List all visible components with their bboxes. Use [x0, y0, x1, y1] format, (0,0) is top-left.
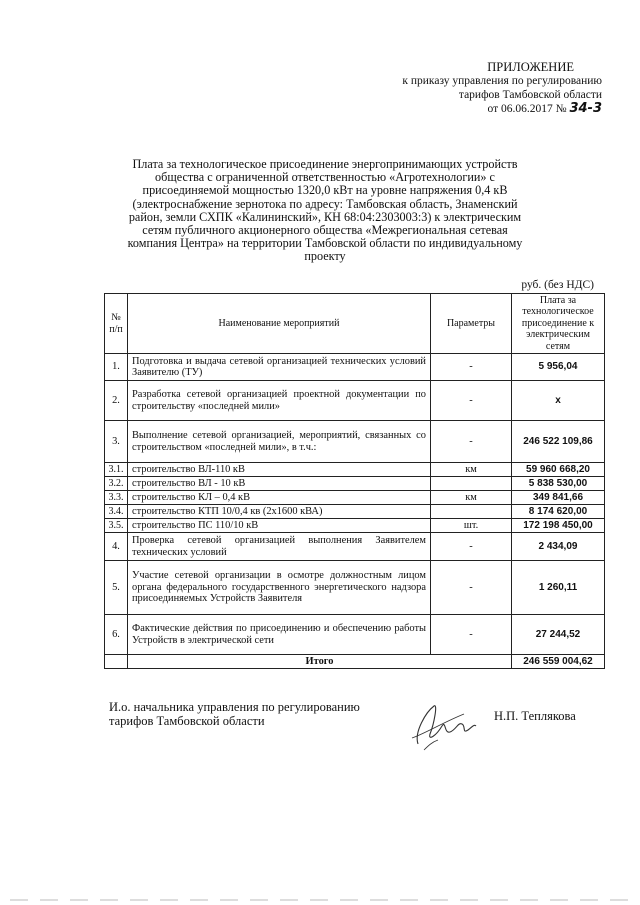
footer-line-1: И.о. начальника управления по регулированию: [109, 700, 360, 714]
document-title: [110, 158, 540, 264]
appendix-title: ПРИЛОЖЕНИЕ: [487, 60, 574, 74]
row-num: 1.: [105, 354, 128, 381]
signer-name: Н.П. Теплякова: [494, 709, 576, 723]
header-line-1: к приказу управления по регулированию: [402, 75, 602, 87]
row-num: 5.: [105, 561, 128, 615]
row-param: -: [431, 354, 512, 381]
row-name: Фактические действия по присоединению и обеспечению работы Устройств в электрической сети: [128, 615, 431, 655]
table-row: [105, 354, 605, 381]
total-label: Итого: [128, 655, 512, 669]
row-num: 4.: [105, 533, 128, 561]
title-line: проекту: [304, 249, 346, 264]
row-param: -: [431, 421, 512, 463]
row-num: 3.1.: [105, 463, 128, 477]
row-param: -: [431, 615, 512, 655]
row-name: Разработка сетевой организацией проектной документации по строительству «последней мили»: [128, 381, 431, 421]
table-row: [105, 519, 605, 533]
row-name: Подготовка и выдача сетевой организацией технических условий Заявителю (ТУ): [128, 354, 431, 381]
header-block: [302, 60, 602, 116]
fee-table: [104, 293, 605, 669]
row-value: 5 956,04: [512, 354, 605, 381]
row-value: 246 522 109,86: [512, 421, 605, 463]
footer-line-2: тарифов Тамбовской области: [109, 714, 265, 728]
header-date: от 06.06.2017 №: [487, 103, 567, 115]
table-row: [105, 421, 605, 463]
total-value: 246 559 004,62: [512, 655, 605, 669]
row-value: 27 244,52: [512, 615, 605, 655]
row-name: Выполнение сетевой организацией, мероприятий, связанных со строительством «последней мили», в т.ч.:: [128, 421, 431, 463]
row-param: [431, 505, 512, 519]
footer-block: [109, 700, 360, 728]
row-name: строительство КТП 10/0,4 кв (2х1600 кВА): [128, 505, 431, 519]
header-num: № п/п: [105, 294, 128, 354]
table-row: [105, 615, 605, 655]
title-line: компания Центра» на территории Тамбовской области по индивидуальному: [127, 236, 523, 251]
table-row: [105, 477, 605, 491]
title-line: сетям публичного акционерного общества «Межрегиональная сетевая: [142, 223, 508, 238]
row-param: км: [431, 463, 512, 477]
table-row: [105, 381, 605, 421]
row-param: [431, 477, 512, 491]
row-value: x: [512, 381, 605, 421]
row-param: км: [431, 491, 512, 505]
header-date-line: [302, 102, 602, 116]
table-row: [105, 561, 605, 615]
title-line: общества с ограниченной ответственностью «Агротехнологии» с: [155, 170, 495, 185]
title-line: Плата за технологическое присоединение энергопринимающих устройств: [132, 157, 518, 171]
row-value: 1 260,11: [512, 561, 605, 615]
header-name: Наименование мероприятий: [128, 294, 431, 354]
row-num: 3.2.: [105, 477, 128, 491]
row-param: -: [431, 533, 512, 561]
row-value: 59 960 668,20: [512, 463, 605, 477]
row-value: 172 198 450,00: [512, 519, 605, 533]
title-line: присоединяемой мощностью 1320,0 кВт на уровне напряжения 0,4 кВ: [142, 183, 508, 198]
total-empty-cell: [105, 655, 128, 669]
table-row: [105, 491, 605, 505]
signature-image: [404, 694, 482, 754]
row-name: Проверка сетевой организацией выполнения Заявителем технических условий: [128, 533, 431, 561]
table-row: [105, 505, 605, 519]
row-num: 6.: [105, 615, 128, 655]
row-param: шт.: [431, 519, 512, 533]
total-row: [105, 655, 605, 669]
row-value: 2 434,09: [512, 533, 605, 561]
row-param: -: [431, 561, 512, 615]
row-value: 8 174 620,00: [512, 505, 605, 519]
row-num: 3.: [105, 421, 128, 463]
row-value: 5 838 530,00: [512, 477, 605, 491]
row-num: 3.3.: [105, 491, 128, 505]
header-params: Параметры: [431, 294, 512, 354]
header-fee: Плата за технологическое присоединение к электрическим сетям: [512, 294, 605, 354]
title-line: (электроснабжение зернотока по адресу: Тамбовская область, Знаменский: [132, 196, 518, 211]
row-param: -: [431, 381, 512, 421]
title-line: район, земли СХПК «Калининский», КН 68:04:2303003:3) к электрическим: [128, 209, 522, 224]
table-row: [105, 463, 605, 477]
row-num: 3.5.: [105, 519, 128, 533]
row-name: Участие сетевой организации в осмотре должностным лицом органа федерального государственного энергетического надзора присоединяемых Устройств Заявителя: [128, 561, 431, 615]
units-label: руб. (без НДС): [521, 279, 594, 291]
order-number: 34-3: [569, 101, 602, 116]
header-line-2: тарифов Тамбовской области: [458, 89, 602, 101]
row-num: 2.: [105, 381, 128, 421]
row-num: 3.4.: [105, 505, 128, 519]
row-name: строительство ПС 110/10 кВ: [128, 519, 431, 533]
row-value: 349 841,66: [512, 491, 605, 505]
row-name: строительство ВЛ - 10 кВ: [128, 477, 431, 491]
row-name: строительство ВЛ-110 кВ: [128, 463, 431, 477]
row-name: строительство КЛ – 0,4 кВ: [128, 491, 431, 505]
bottom-edge-marks: [0, 896, 640, 904]
table-header-row: [105, 294, 605, 354]
table-row: [105, 533, 605, 561]
